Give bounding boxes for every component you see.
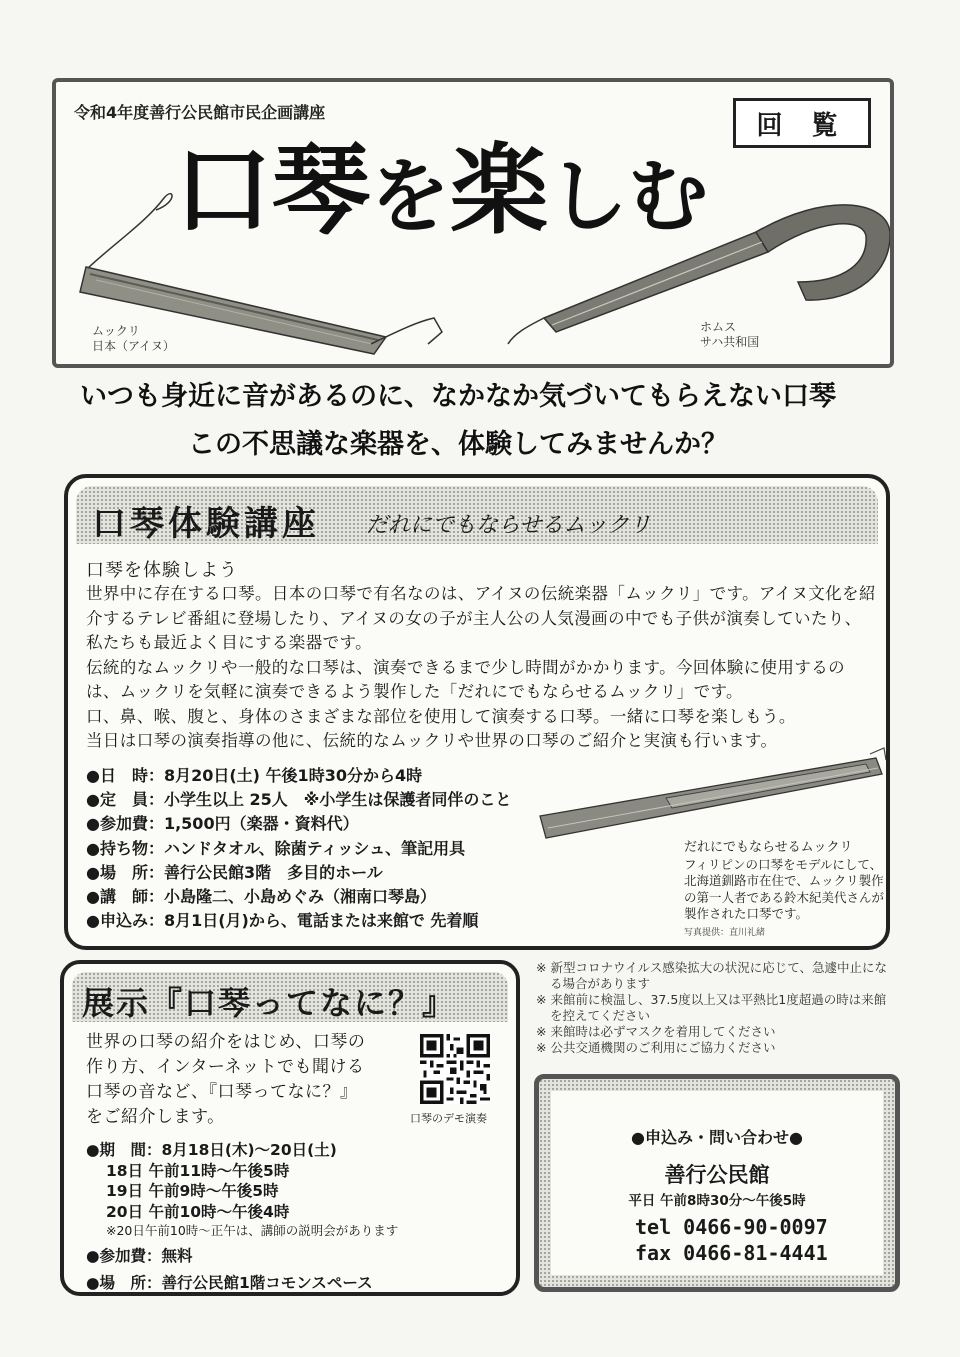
caption-line: ムックリ [92, 324, 140, 338]
paragraph: 世界中に存在する口琴。日本の口琴で有名なのは、アイヌの伝統楽器「ムックリ」です。アイヌ文化を紹介するテレビ番組に登場したり、アイヌの女の子が主人公の人気漫画の中でも子供が演奏していたり、私たちも最近よく目にする楽器です。 [86, 584, 876, 652]
workshop-details [86, 764, 586, 933]
workshop-panel [64, 474, 890, 950]
schedule-row: 19日 午前9時〜午後5時 [106, 1182, 279, 1200]
detail-belongings: ●持ち物：ハンドタオル、除菌ティッシュ、筆記用具 [86, 838, 466, 858]
qr-caption: 口琴のデモ演奏 [410, 1112, 487, 1125]
detail-datetime: ●日 時：8月20日(土) 午後1時30分から4時 [86, 766, 423, 785]
workshop-heading-bar [76, 486, 878, 544]
exhibition-details [86, 1140, 506, 1293]
photo-caption-body: フィリピンの口琴をモデルにして、北海道釧路市在住で、ムックリ製作の第一人者である鈴木紀美代さんが製作された口琴です。 [684, 856, 885, 921]
tagline-line: この不思議な楽器を、体験してみませんか？ [188, 429, 728, 460]
exhibition-line: 口琴の音など、『口琴ってなに？』 [86, 1082, 358, 1102]
schedule-note: ※20日午前10時〜正午は、講師の説明会があります [106, 1223, 399, 1238]
notice-item: ※ 公共交通機関のご利用にご協力ください [536, 1040, 776, 1055]
header-banner [52, 78, 894, 368]
contact-phone[interactable]: tel 0466-90-0097 [635, 1215, 828, 1239]
detail-capacity: ●定 員：小学生以上 25人 ※小学生は保護者同伴のこと [86, 790, 512, 810]
detail-venue: ●場 所：善行公民館3階 多目的ホール [86, 862, 383, 882]
title-part: 楽 [450, 133, 549, 248]
photo-caption-title: だれにでもならせるムックリ [684, 840, 853, 855]
title-part: 口琴 [174, 133, 371, 248]
exhibition-period: ●期 間：8月18日(木)〜20日(土) [86, 1141, 337, 1159]
notice-item: ※ 来館前に検温し、37.5度以上又は平熱比1度超過の時は来館を控えてください [536, 992, 887, 1023]
schedule-row: 18日 午前11時〜午後5時 [106, 1161, 290, 1180]
exhibition-heading-bar [72, 972, 508, 1022]
contact-title: ●申込み・問い合わせ● [631, 1128, 803, 1147]
detail-instructors: ●講 師：小島隆二、小島めぐみ（湘南口琴島） [86, 887, 436, 907]
exhibition-line: 作り方、インターネットでも聞ける [86, 1057, 365, 1077]
exhibition-line: 世界の口琴の紹介をはじめ、口琴の [86, 1032, 366, 1052]
easy-mukkuri-photo [536, 746, 886, 846]
qr-code[interactable] [420, 1034, 490, 1104]
exhibition-venue: ●場 所：善行公民館1階コモンスペース [86, 1273, 373, 1292]
contact-fax: fax 0466-81-4441 [635, 1241, 828, 1265]
circulation-stamp: 回 覧 [733, 98, 871, 148]
schedule-row: 20日 午前10時〜午後4時 [106, 1202, 290, 1221]
exhibition-title: 展示『口琴ってなに？』 [82, 984, 457, 1022]
paragraph: 伝統的なムックリや一般的な口琴は、演奏できるまで少し時間がかかります。今回体験に使用するのは、ムックリを気軽に演奏できるよう製作した「だれにでもならせるムックリ」です。 [86, 657, 846, 701]
workshop-description [86, 582, 876, 754]
exhibition-description [86, 1030, 386, 1130]
exhibition-line: をご紹介します。 [86, 1107, 225, 1127]
tagline-line: いつも身近に音があるのに、なかなか気づいてもらえない口琴 [80, 381, 836, 412]
mukkuri-caption [92, 324, 175, 354]
title-part: しむ [548, 149, 709, 243]
workshop-title: 口琴体験講座 [92, 504, 320, 544]
contact-organization: 善行公民館 [664, 1163, 770, 1187]
caption-line: 日本（アイヌ） [92, 339, 175, 353]
title-part: を [370, 149, 451, 243]
paragraph: 当日は口琴の演奏指導の他に、伝統的なムックリや世界の口琴のご紹介と実演も行います。 [86, 731, 778, 750]
contact-box [534, 1074, 900, 1292]
series-title: 令和4年度善行公民館市民企画講座 [74, 103, 326, 122]
photo-credit: 写真提供：直川礼緒 [684, 927, 766, 938]
page-title [174, 133, 709, 248]
caption-line: ホムス [700, 320, 737, 334]
khomus-caption [700, 320, 759, 350]
detail-fee: ●参加費：1,500円（楽器・資料代） [86, 814, 359, 834]
notice-list [536, 960, 896, 1056]
paragraph: 口、鼻、喉、腹と、身体のさまざまな部位を使用して演奏する口琴。一緒に口琴を楽しもう。 [86, 706, 796, 726]
caption-line: サハ共和国 [700, 335, 760, 349]
notice-item: ※ 新型コロナウイルス感染拡大の状況に応じて、急遽中止になる場合があります [536, 960, 887, 991]
exhibition-fee: ●参加費：無料 [86, 1247, 193, 1265]
contact-inner [551, 1091, 883, 1275]
contact-hours: 平日 午前8時30分〜午後5時 [628, 1193, 806, 1209]
detail-application: ●申込み：8月1日(月)から、電話または来館で 先着順 [86, 911, 479, 931]
workshop-subtitle: だれにでもならせるムックリ [366, 513, 652, 538]
workshop-lead: 口琴を体験しよう [86, 560, 238, 581]
exhibition-panel [60, 960, 520, 1296]
photo-caption [684, 840, 884, 941]
notice-item: ※ 来館時は必ずマスクを着用してください [536, 1024, 776, 1039]
